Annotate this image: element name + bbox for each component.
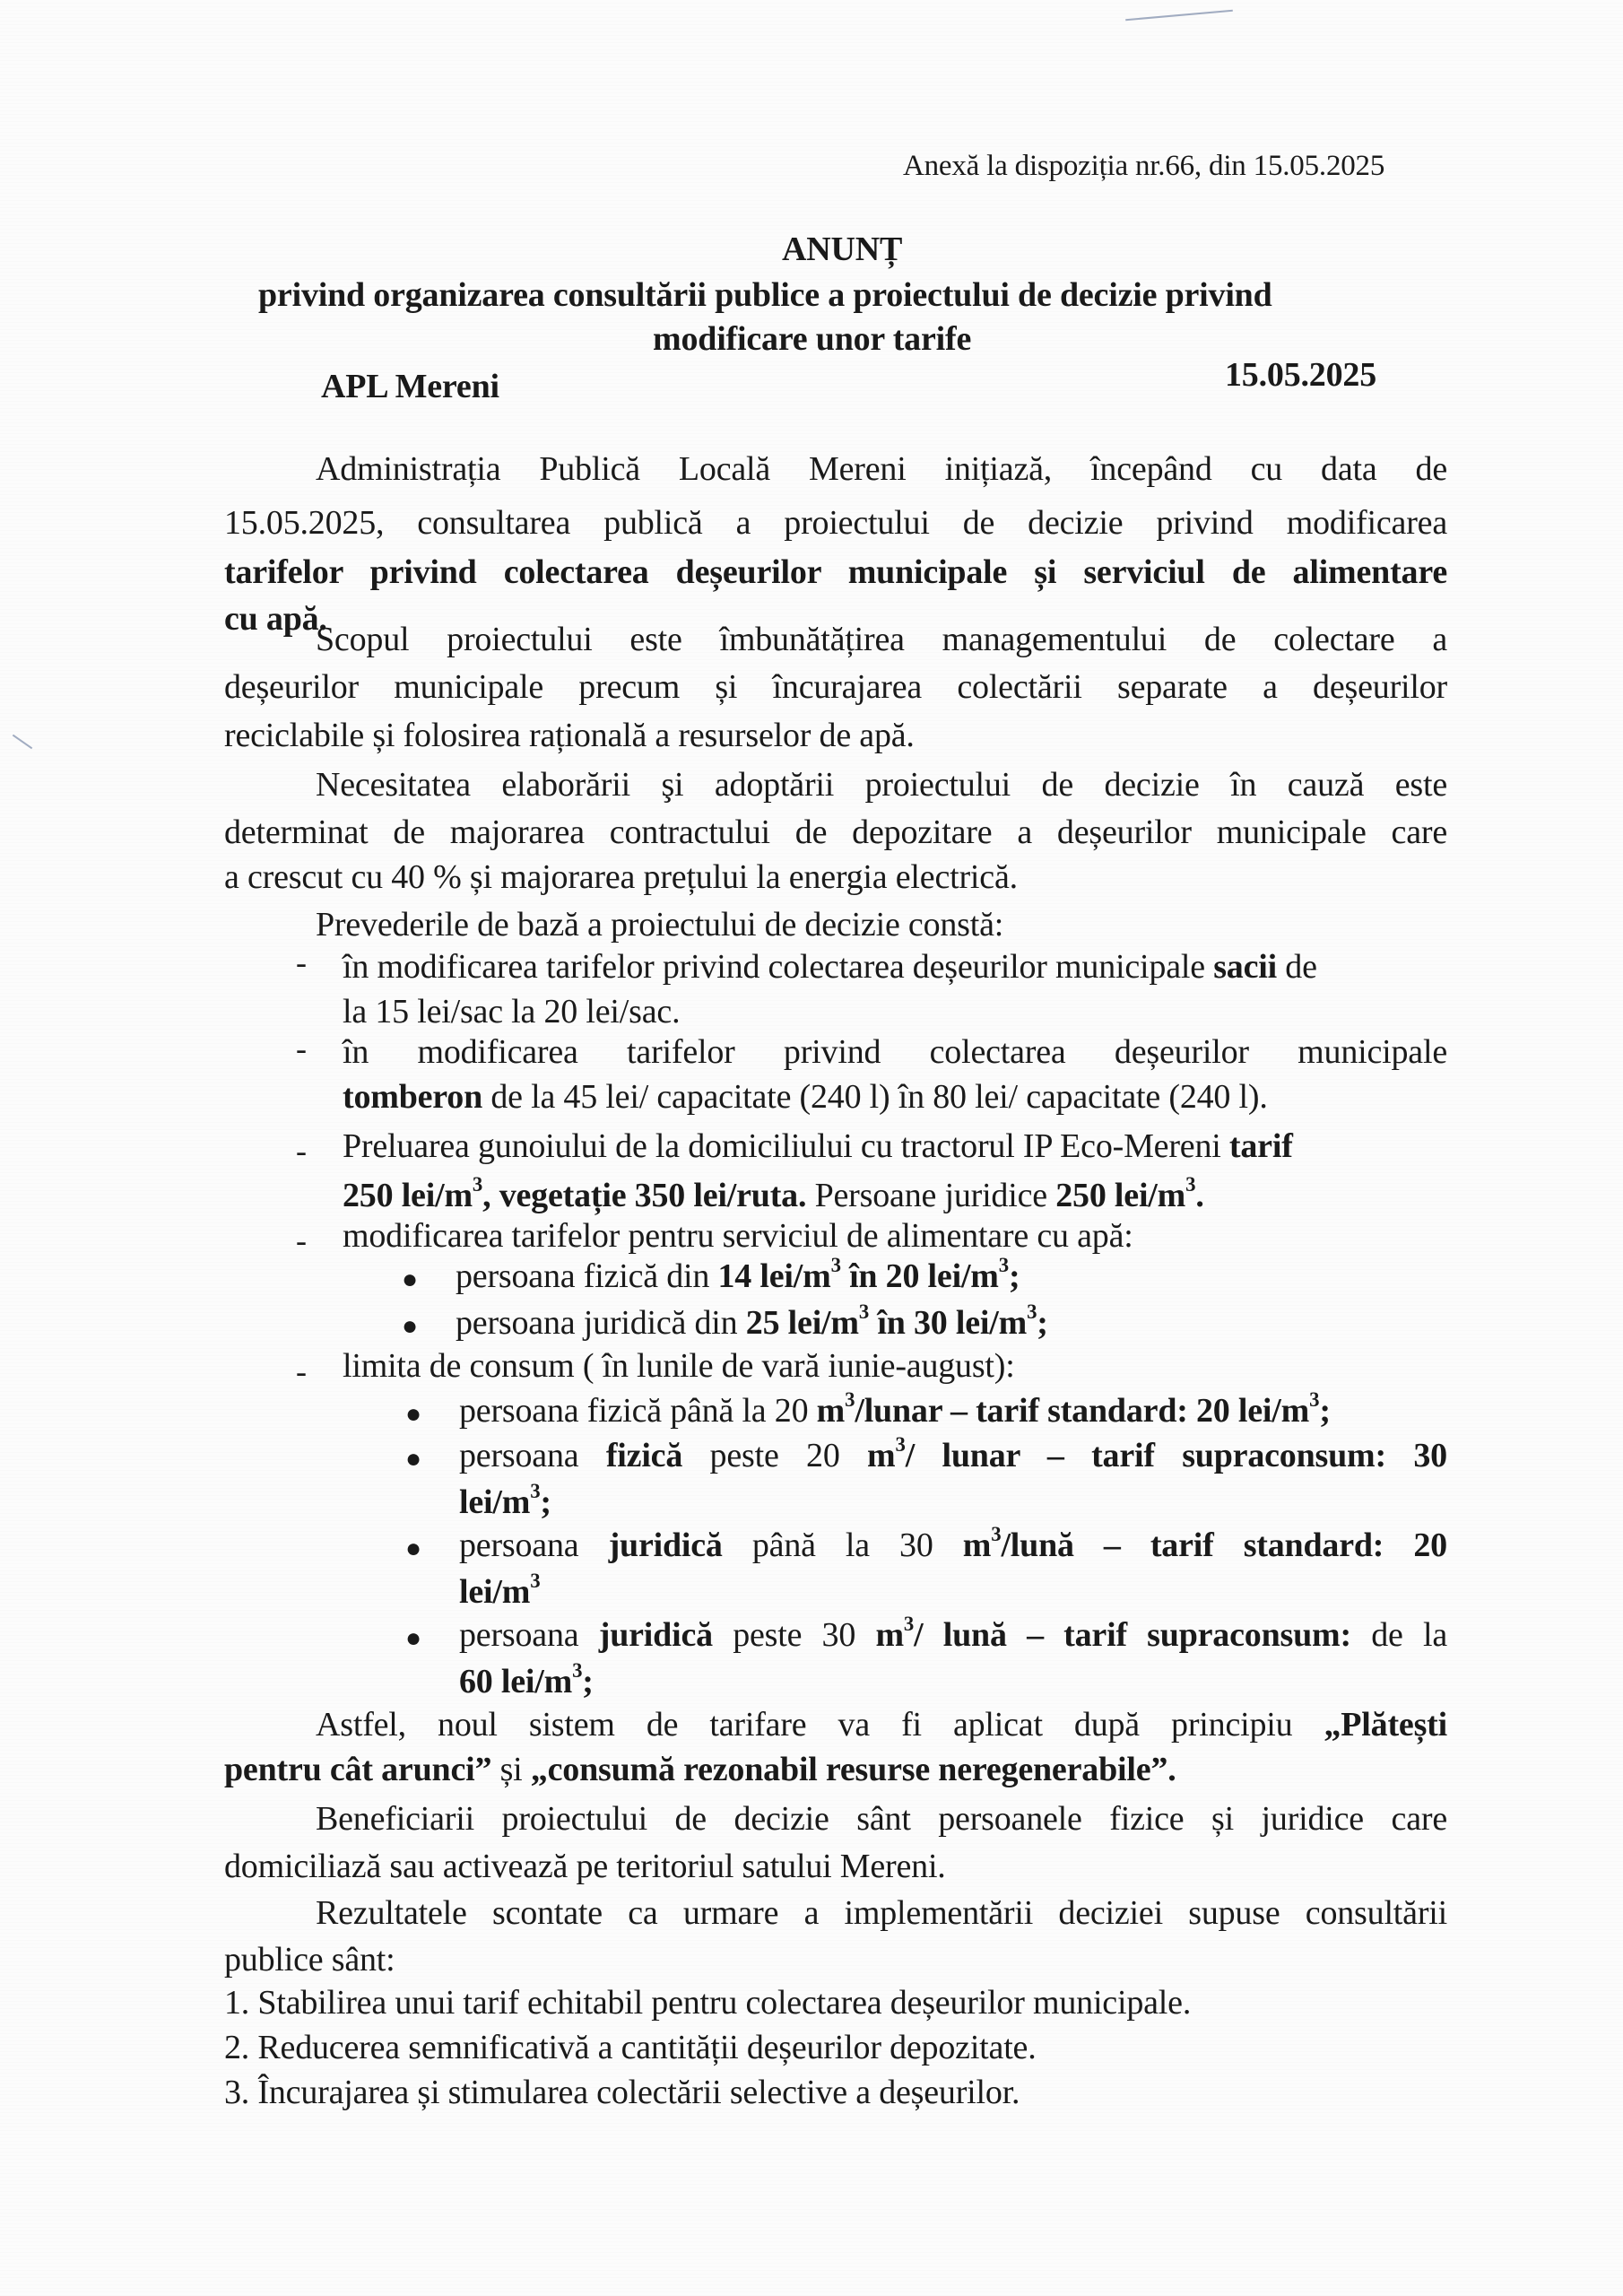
purpose-line-3: reciclabile și folosirea rațională a resurselor de apă. bbox=[224, 717, 915, 754]
provision-2-line-2: tomberon de la 45 lei/ capacitate (240 l) în 80 lei/ capacitate (240 l). bbox=[343, 1078, 1268, 1116]
limit-individual-overuse: persoana fizică peste 20 $m^3/$ lunar – tarif supraconsum: 30 bbox=[459, 1432, 1447, 1474]
provisions-intro: Prevederile de bază a proiectului de decizie constă: bbox=[316, 906, 1004, 944]
bullet-marker: ● bbox=[405, 1444, 422, 1474]
announcement-title: ANUNȚ bbox=[782, 230, 903, 268]
limit-legal-standard-cont: lei/$m^3$ bbox=[459, 1569, 541, 1611]
dash-marker: - bbox=[296, 1353, 307, 1389]
results-line-1: Rezultatele scontate ca urmare a implementării deciziei supuse consultării bbox=[316, 1894, 1447, 1932]
scan-artifact-top bbox=[1125, 10, 1233, 21]
intro-line-4: cu apă. bbox=[224, 600, 327, 638]
necessity-line-3: a crescut cu 40 % și majorarea prețului la energia electrică. bbox=[224, 858, 1018, 896]
limit-individual-overuse-cont: lei/$m^3$; bbox=[459, 1479, 551, 1521]
principle-line-2: pentru cât arunci” și „consumă rezonabil resurse neregenerabile”. bbox=[224, 1751, 1176, 1788]
purpose-line-1: Scopul proiectului este îmbunătățirea managementului de colectare a bbox=[316, 621, 1447, 658]
necessity-line-1: Necesitatea elaborării şi adoptării proiectului de decizie în cauză este bbox=[316, 766, 1447, 804]
issuer: APL Mereni bbox=[321, 368, 499, 405]
bullet-marker: ● bbox=[402, 1265, 419, 1294]
water-tariff-individual: persoana fizică din 14 lei/$m^3$ în 20 lei/$m^3$; bbox=[456, 1253, 1020, 1295]
bullet-marker: ● bbox=[405, 1399, 422, 1429]
beneficiaries-line-1: Beneficiarii proiectului de decizie sânt persoanele fizice și juridice care bbox=[316, 1800, 1447, 1838]
results-line-2: publice sânt: bbox=[224, 1941, 395, 1979]
intro-line-1: Administrația Publică Locală Mereni inițiază, începând cu data de bbox=[316, 450, 1447, 488]
water-tariff-legal: persoana juridică din 25 lei/$m^3$ în 30 lei/$m^3$; bbox=[456, 1300, 1048, 1342]
intro-line-2: 15.05.2025, consultarea publică a proiectului de decizie privind modificarea bbox=[224, 504, 1447, 542]
limit-individual-standard: persoana fizică până la 20 $m^3$/lunar – tarif standard: 20 lei/$m^3$; bbox=[459, 1387, 1331, 1430]
purpose-line-2: deșeurilor municipale precum și încurajarea colectării separate a deșeurilor bbox=[224, 668, 1447, 706]
result-item-2: 2. Reducerea semnificativă a cantității deșeurilor depozitate. bbox=[224, 2029, 1037, 2066]
principle-line-1: Astfel, noul sistem de tarifare va fi aplicat după principiu „Plătești bbox=[316, 1706, 1447, 1744]
provision-1-line-1: în modificarea tarifelor privind colectarea deșeurilor municipale sacii de bbox=[343, 948, 1317, 986]
announcement-subtitle-1: privind organizarea consultării publice a proiectului de decizie privind bbox=[258, 276, 1272, 314]
dash-marker: - bbox=[296, 1222, 307, 1258]
announcement-date: 15.05.2025 bbox=[1225, 356, 1377, 394]
provision-4-line-1: modificarea tarifelor pentru serviciul de alimentare cu apă: bbox=[343, 1217, 1133, 1255]
announcement-subtitle-2: modificare unor tarife bbox=[653, 320, 972, 358]
beneficiaries-line-2: domiciliază sau activează pe teritoriul satului Mereni. bbox=[224, 1848, 946, 1885]
result-item-1: 1. Stabilirea unui tarif echitabil pentru colectarea deșeurilor municipale. bbox=[224, 1984, 1192, 2022]
provision-5-line-1: limita de consum ( în lunile de vară iunie-august): bbox=[343, 1347, 1015, 1385]
result-item-3: 3. Încurajarea și stimularea colectării selective a deșeurilor. bbox=[224, 2074, 1020, 2111]
provision-1-line-2: la 15 lei/sac la 20 lei/sac. bbox=[343, 993, 681, 1031]
scan-artifact-left bbox=[13, 735, 32, 750]
provision-3-line-1: Preluarea gunoiului de la domiciliului cu tractorul IP Eco-Mereni tarif bbox=[343, 1127, 1293, 1165]
bullet-marker: ● bbox=[405, 1623, 422, 1653]
necessity-line-2: determinat de majorarea contractului de depozitare a deșeurilor municipale care bbox=[224, 813, 1447, 851]
provision-2-line-1: în modificarea tarifelor privind colectarea deșeurilor municipale bbox=[343, 1033, 1447, 1071]
annex-reference: Anexă la dispoziția nr.66, din 15.05.2025 bbox=[903, 150, 1385, 182]
limit-legal-overuse-cont: 60 lei/$m^3$; bbox=[459, 1658, 594, 1700]
bullet-marker: ● bbox=[405, 1534, 422, 1563]
provision-3-line-2: 250 lei/$m^3$, vegetație 350 lei/ruta. Persoane juridice 250 lei/$m^3$. bbox=[343, 1172, 1204, 1214]
dash-marker: - bbox=[296, 944, 307, 980]
limit-legal-standard: persoana juridică până la 30 $m^3$/lună – tarif standard: 20 bbox=[459, 1522, 1447, 1564]
intro-line-3: tarifelor privind colectarea deșeurilor municipale și serviciul de alimentare bbox=[224, 553, 1447, 591]
dash-marker: - bbox=[296, 1031, 307, 1066]
dash-marker: - bbox=[296, 1133, 307, 1169]
bullet-marker: ● bbox=[402, 1311, 419, 1341]
limit-legal-overuse: persoana juridică peste 30 $m^3/$ lună – tarif supraconsum: de la bbox=[459, 1612, 1447, 1654]
